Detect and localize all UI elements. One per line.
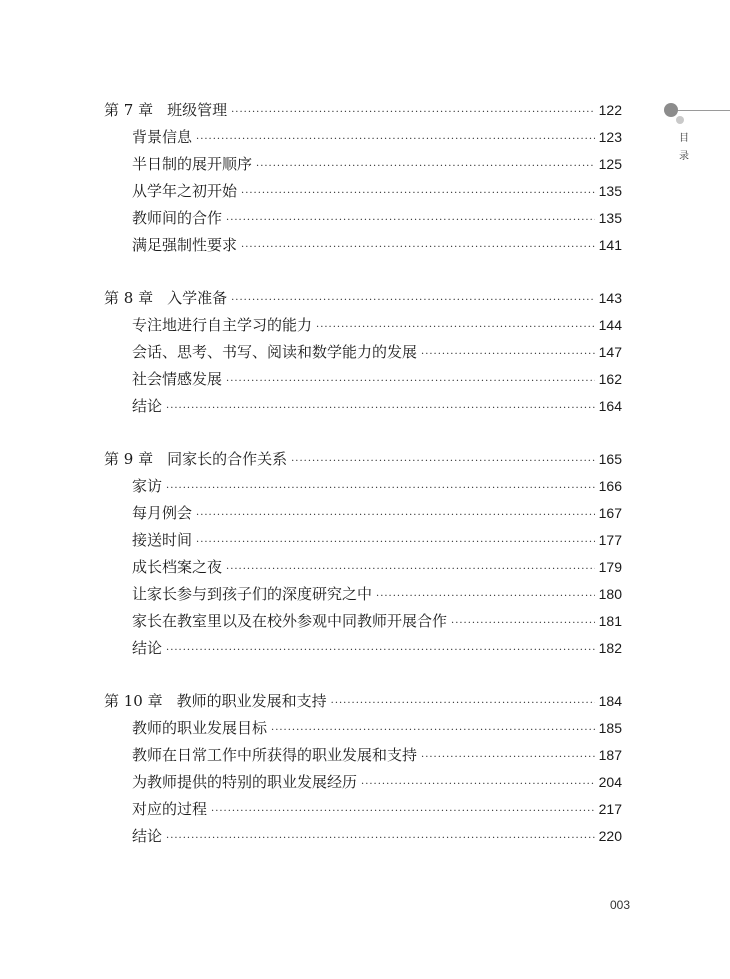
entry-page: 167	[598, 505, 622, 521]
entry-title: 对应的过程	[132, 800, 208, 818]
leader-dots	[231, 107, 595, 118]
leader-dots	[166, 645, 595, 656]
entry-page: 123	[598, 129, 622, 145]
toc-entry-row[interactable]	[104, 637, 622, 664]
entry-page: 181	[598, 613, 622, 629]
leader-dots	[231, 295, 595, 306]
entry-title: 专注地进行自主学习的能力	[132, 316, 313, 334]
entry-title: 结论	[132, 397, 163, 415]
toc-chapter-row[interactable]	[104, 287, 622, 314]
entry-page: 141	[598, 237, 622, 253]
leader-dots	[226, 376, 595, 387]
marker-label-char: 目	[679, 133, 689, 144]
toc-entry-row[interactable]	[104, 556, 622, 583]
entry-title: 结论	[132, 639, 163, 657]
entry-page: 187	[598, 747, 622, 763]
chapter-page: 122	[598, 102, 622, 118]
toc-entry-row[interactable]	[104, 610, 622, 637]
toc-entry-row[interactable]	[104, 153, 622, 180]
marker-dot-small	[676, 116, 684, 124]
leader-dots	[291, 456, 595, 467]
leader-dots	[166, 833, 595, 844]
leader-dots	[451, 618, 595, 629]
chapter-page: 165	[598, 451, 622, 467]
entry-page: 166	[598, 478, 622, 494]
chapter-number: 第 9 章	[104, 450, 154, 468]
entry-page: 220	[598, 828, 622, 844]
leader-dots	[196, 134, 595, 145]
entry-title: 成长档案之夜	[132, 558, 223, 576]
marker-dot-large	[664, 103, 678, 117]
toc-entry-row[interactable]	[104, 717, 622, 744]
entry-page: 177	[598, 532, 622, 548]
entry-title: 从学年之初开始	[132, 182, 238, 200]
entry-page: 185	[598, 720, 622, 736]
entry-page: 179	[598, 559, 622, 575]
chapter-page: 184	[598, 693, 622, 709]
toc-chapter-row[interactable]	[104, 99, 622, 126]
leader-dots	[361, 779, 595, 790]
toc-entry-row[interactable]	[104, 341, 622, 368]
marker-label-char: 录	[679, 151, 689, 162]
chapter-page: 143	[598, 290, 622, 306]
entry-title: 家长在教室里以及在校外参观中同教师开展合作	[132, 612, 448, 630]
entry-title: 社会情感发展	[132, 370, 223, 388]
entry-title: 每月例会	[132, 504, 193, 522]
chapter-number: 第 8 章	[104, 289, 154, 307]
leader-dots	[241, 242, 595, 253]
leader-dots	[226, 215, 595, 226]
toc-chapter-row[interactable]	[104, 448, 622, 475]
toc-entry-row[interactable]	[104, 502, 622, 529]
leader-dots	[211, 806, 595, 817]
entry-page: 135	[598, 210, 622, 226]
toc-chapter-row[interactable]	[104, 690, 622, 717]
entry-page: 162	[598, 371, 622, 387]
entry-page: 135	[598, 183, 622, 199]
marker-label	[677, 130, 691, 166]
toc-entry-row[interactable]	[104, 207, 622, 234]
leader-dots	[256, 161, 595, 172]
toc-entry-row[interactable]	[104, 475, 622, 502]
entry-title: 教师在日常工作中所获得的职业发展和支持	[132, 746, 418, 764]
marker-line	[672, 110, 730, 111]
toc-chapter-section	[104, 690, 622, 852]
page-number: 003	[609, 898, 631, 912]
leader-dots	[166, 483, 595, 494]
toc-entry-row[interactable]	[104, 529, 622, 556]
entry-title: 结论	[132, 827, 163, 845]
leader-dots	[316, 322, 595, 333]
leader-dots	[241, 188, 595, 199]
leader-dots	[196, 537, 595, 548]
chapter-title: 班级管理	[167, 101, 228, 119]
toc-entry-row[interactable]	[104, 234, 622, 261]
leader-dots	[166, 403, 595, 414]
entry-title: 接送时间	[132, 531, 193, 549]
leader-dots	[226, 564, 595, 575]
toc-entry-row[interactable]	[104, 368, 622, 395]
entry-title: 教师间的合作	[132, 209, 223, 227]
toc-entry-row[interactable]	[104, 395, 622, 422]
entry-page: 217	[598, 801, 622, 817]
toc-entry-row[interactable]	[104, 744, 622, 771]
toc-entry-row[interactable]	[104, 798, 622, 825]
toc-entry-row[interactable]	[104, 180, 622, 207]
entry-title: 教师的职业发展目标	[132, 719, 268, 737]
entry-page: 125	[598, 156, 622, 172]
toc-chapter-section	[104, 99, 622, 261]
entry-title: 让家长参与到孩子们的深度研究之中	[132, 585, 373, 603]
leader-dots	[421, 349, 595, 360]
chapter-title: 教师的职业发展和支持	[176, 692, 327, 710]
chapter-title: 入学准备	[167, 289, 228, 307]
entry-title: 会话、思考、书写、阅读和数学能力的发展	[132, 343, 418, 361]
entry-title: 背景信息	[132, 128, 193, 146]
toc-entry-row[interactable]	[104, 314, 622, 341]
entry-title: 满足强制性要求	[132, 236, 238, 254]
chapter-number: 第 7 章	[104, 101, 154, 119]
toc-chapter-section	[104, 287, 622, 422]
entry-page: 164	[598, 398, 622, 414]
table-of-contents	[104, 99, 622, 878]
entry-page: 182	[598, 640, 622, 656]
entry-title: 半日制的展开顺序	[132, 155, 253, 173]
toc-entry-row[interactable]	[104, 126, 622, 153]
chapter-title: 同家长的合作关系	[167, 450, 288, 468]
entry-page: 180	[598, 586, 622, 602]
toc-entry-row[interactable]	[104, 771, 622, 798]
leader-dots	[331, 698, 595, 709]
entry-page: 147	[598, 344, 622, 360]
entry-page: 204	[598, 774, 622, 790]
leader-dots	[421, 752, 595, 763]
entry-page: 144	[598, 317, 622, 333]
entry-title: 为教师提供的特别的职业发展经历	[132, 773, 358, 791]
leader-dots	[376, 591, 595, 602]
toc-chapter-section	[104, 448, 622, 664]
entry-title: 家访	[132, 477, 163, 495]
chapter-marker	[664, 103, 730, 183]
leader-dots	[271, 725, 595, 736]
chapter-number: 第 10 章	[104, 692, 163, 710]
toc-entry-row[interactable]	[104, 825, 622, 852]
toc-entry-row[interactable]	[104, 583, 622, 610]
leader-dots	[196, 510, 595, 521]
